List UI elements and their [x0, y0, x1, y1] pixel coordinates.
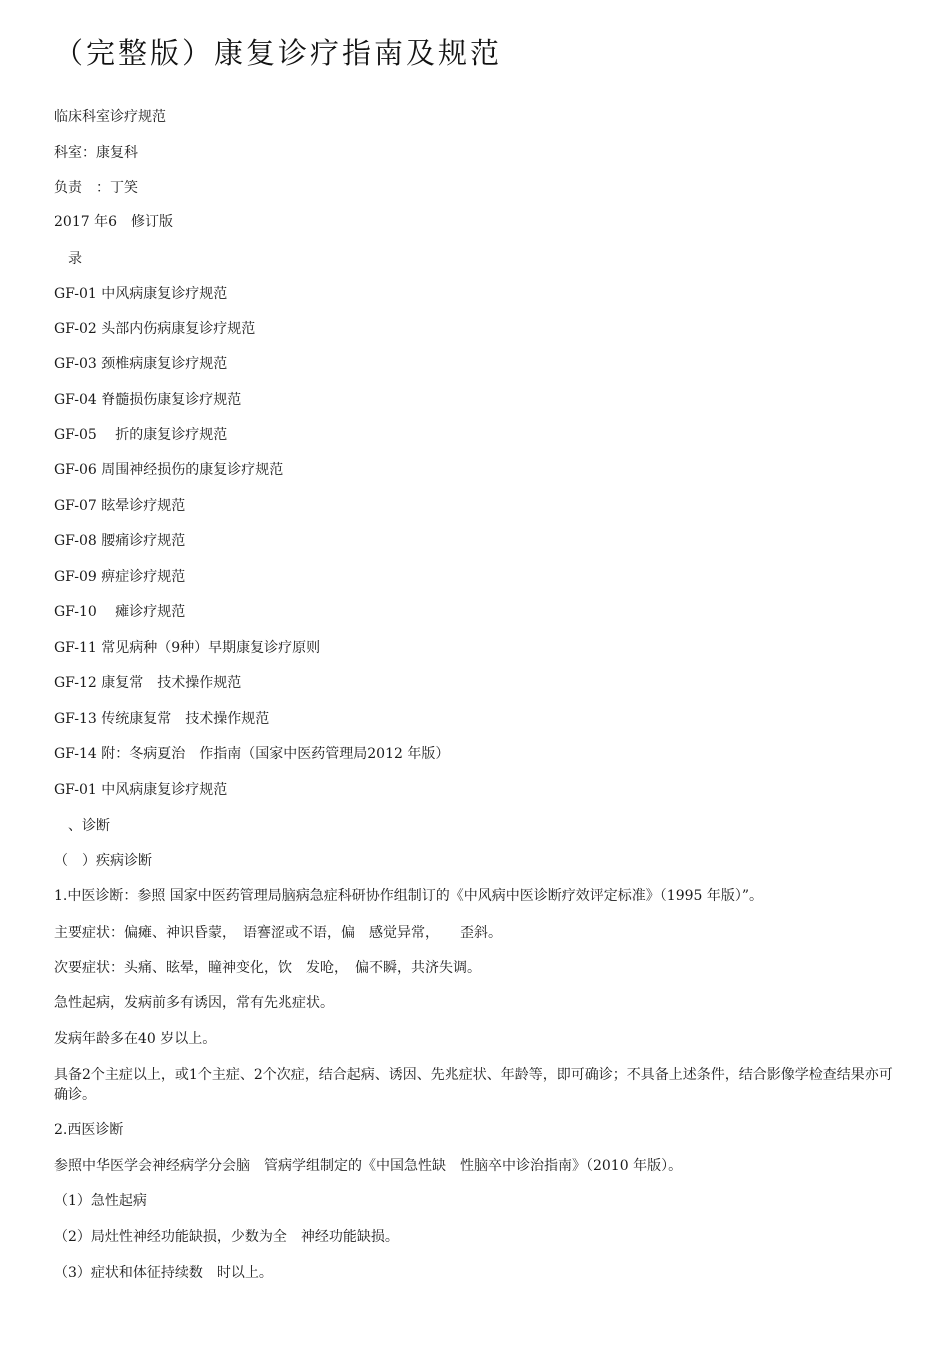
list-item: （1）急性起病: [54, 1193, 147, 1209]
toc-item: GF-02 头部内伤病康复诊疗规范: [54, 321, 256, 337]
toc-item: GF-11 常见病种（9种）早期康复诊疗原则: [54, 640, 321, 656]
toc-item: GF-08 腰痛诊疗规范: [54, 533, 186, 549]
toc-item: GF-06 周围神经损伤的康复诊疗规范: [54, 462, 284, 478]
body-paragraph: 次要症状：头痛、眩晕，瞳神变化，饮 发呛， 偏不瞬，共济失调。: [54, 960, 481, 976]
header-line-responsible: 负责 ：丁笑: [54, 180, 138, 196]
document-title: （完整版）康复诊疗指南及规范: [54, 36, 503, 70]
body-paragraph: 1.中医诊断：参照 国家中医药管理局脑病急症科研协作组制订的《中风病中医诊断疗效评定标准》（1995 年版）”。: [54, 888, 764, 904]
list-item: （2）局灶性神经功能缺损，少数为全 神经功能缺损。: [54, 1229, 399, 1245]
toc-item: GF-09 痹症诊疗规范: [54, 569, 186, 585]
body-paragraph: 发病年龄多在40 岁以上。: [54, 1031, 217, 1047]
header-line-revision: 2017 年6 修订版: [54, 214, 173, 230]
body-paragraph: 具备2个主症以上，或1个主症、2个次症，结合起病、诱因、先兆症状、年龄等，即可确诊；不具备上述条件，结合影像学检查结果亦可确诊。: [54, 1067, 893, 1103]
body-paragraph: 参照中华医学会神经病学分会脑 管病学组制定的《中国急性缺 性脑卒中诊治指南》（2010 年版）。: [54, 1158, 683, 1174]
subsection-heading: 2.西医诊断: [54, 1122, 124, 1138]
toc-item: GF-04 脊髓损伤康复诊疗规范: [54, 392, 242, 408]
section-heading-diagnosis: 、诊断: [54, 818, 110, 834]
toc-item: GF-13 传统康复常 技术操作规范: [54, 711, 270, 727]
toc-item: GF-05 折的康复诊疗规范: [54, 427, 228, 443]
header-line-dept-norms: 临床科室诊疗规范: [54, 109, 166, 125]
toc-item: GF-03 颈椎病康复诊疗规范: [54, 356, 228, 372]
header-line-department: 科室：康复科: [54, 145, 138, 161]
toc-item: GF-10 瘫诊疗规范: [54, 604, 186, 620]
toc-item: GF-14 附：冬病夏治 作指南（国家中医药管理局2012 年版）: [54, 746, 450, 762]
toc-heading: 录: [54, 251, 82, 267]
body-paragraph: 急性起病，发病前多有诱因，常有先兆症状。: [54, 995, 334, 1011]
toc-item: GF-12 康复常 技术操作规范: [54, 675, 242, 691]
toc-item: GF-01 中风病康复诊疗规范: [54, 286, 228, 302]
toc-item: GF-07 眩晕诊疗规范: [54, 498, 186, 514]
section-title: GF-01 中风病康复诊疗规范: [54, 782, 228, 798]
subsection-heading: （ ）疾病诊断: [54, 853, 152, 869]
list-item: （3）症状和体征持续数 时以上。: [54, 1265, 273, 1281]
body-paragraph: 主要症状：偏瘫、神识昏蒙， 语謇涩或不语，偏 感觉异常， 歪斜。: [54, 925, 502, 941]
